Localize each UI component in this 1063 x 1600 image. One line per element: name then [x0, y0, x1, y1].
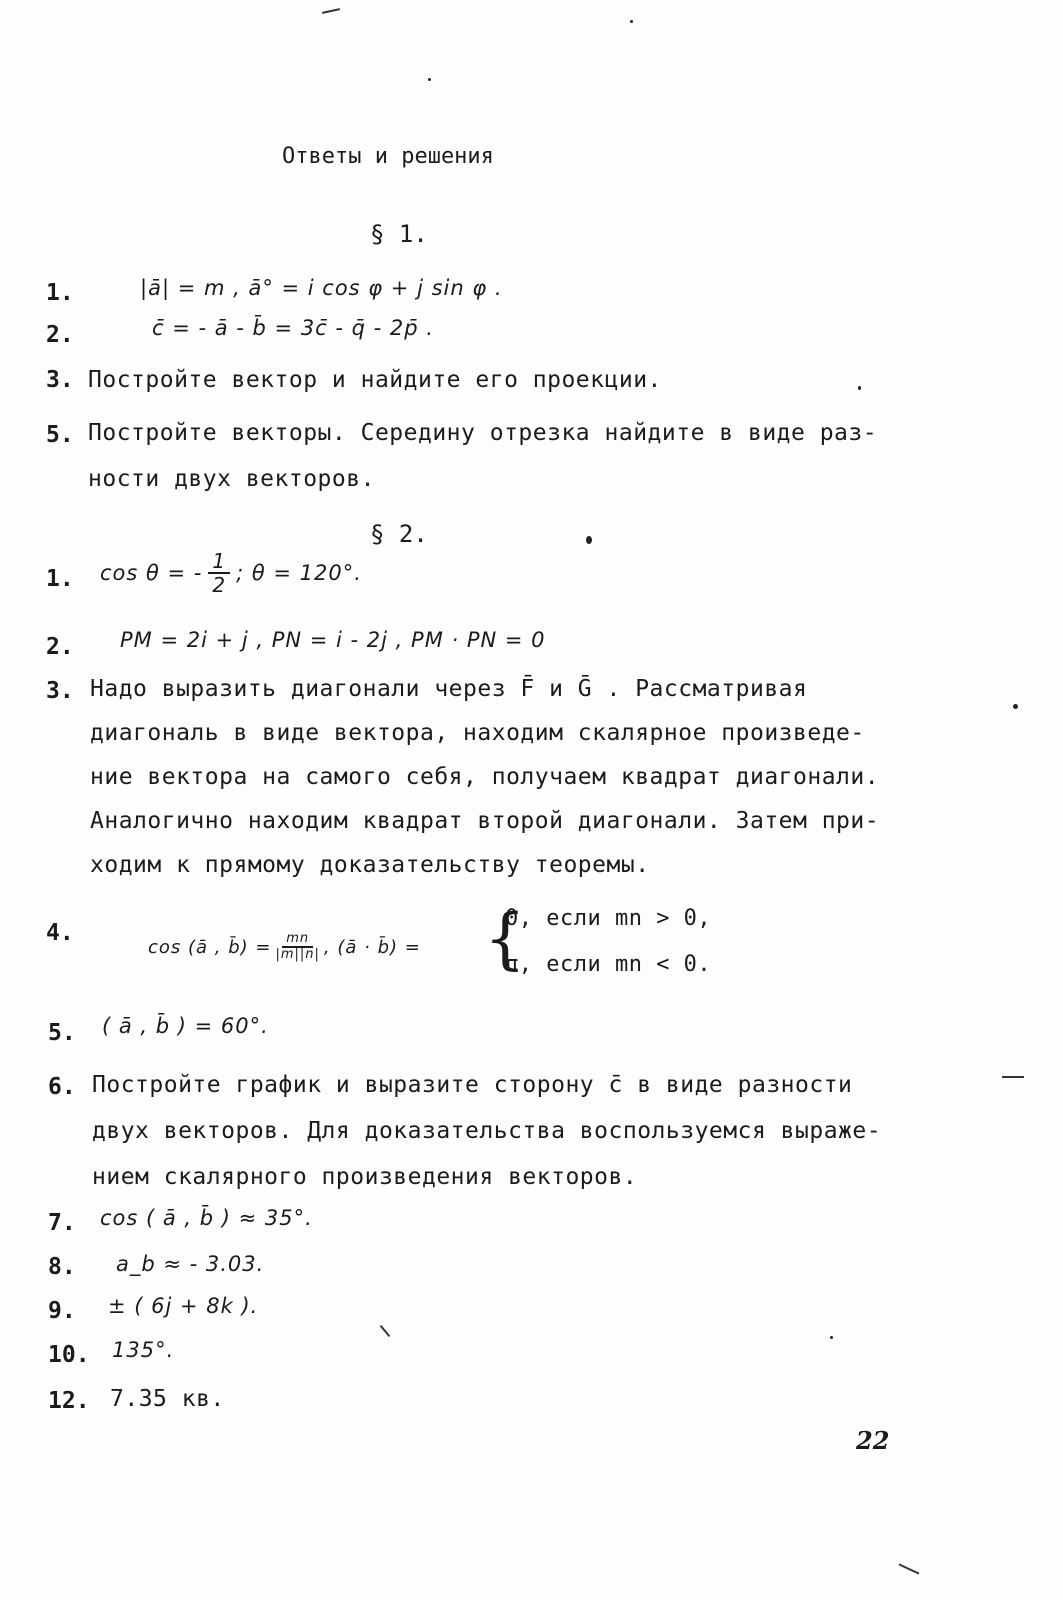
- page-title: Ответы и решения: [282, 144, 494, 169]
- section-2-heading: § 2.: [370, 520, 428, 548]
- scan-speck: [630, 20, 633, 23]
- s2-item-4-fraction: [275, 932, 319, 962]
- s1-item-2-number: 2.: [46, 322, 74, 348]
- scan-speck: [858, 386, 861, 390]
- s2-item-4-brace: {: [484, 900, 526, 977]
- s2-item-6-line1: Постройте график и выразите сторону c̄ в виде разности: [92, 1072, 853, 1098]
- s2-item-7-number: 7.: [48, 1210, 76, 1236]
- s2-item-1-lhs: cos θ = -: [100, 561, 203, 585]
- s2-item-3-line5: ходим к прямому доказательству теоремы.: [90, 852, 650, 878]
- s2-item-2-number: 2.: [46, 634, 74, 660]
- scan-mark: [380, 1325, 391, 1337]
- s1-item-1-number: 1.: [46, 280, 74, 306]
- s2-item-1-rhs: ; θ = 120°.: [236, 561, 362, 585]
- s2-item-9-formula: ± ( 6j + 8k ).: [108, 1294, 259, 1318]
- s2-item-8-number: 8.: [48, 1254, 76, 1280]
- s1-item-1-formula: |ā| = m , ā° = i cos φ + j sin φ .: [140, 276, 503, 300]
- scan-speck: [586, 536, 592, 544]
- s2-item-6-line3: нием скалярного произведения векторов.: [92, 1164, 638, 1190]
- section-1-heading: § 1.: [370, 220, 428, 248]
- scan-speck: [830, 1336, 833, 1339]
- s2-item-1-frac-num: 1: [208, 550, 230, 574]
- scan-mark: [1002, 1076, 1024, 1078]
- s2-item-4-frac-num: mn: [282, 932, 313, 948]
- s2-item-7-formula: cos ( ā , b̄ ) ≈ 35°.: [100, 1206, 313, 1230]
- s1-item-3-number: 3.: [46, 367, 74, 393]
- s2-item-5-number: 5.: [48, 1020, 76, 1046]
- s2-item-4-formula: [148, 932, 421, 962]
- s2-item-3-line4: Аналогично находим квадрат второй диагонали. Затем при-: [90, 808, 880, 834]
- s2-item-2-formula: PM = 2i + j , PN = i - 2j , PM · PN = 0: [120, 628, 546, 652]
- s1-item-2-formula: c̄ = - ā - b̄ = 3c̄ - q̄ - 2p̄ .: [152, 316, 434, 340]
- s2-item-4-frac-den: |m||n|: [275, 947, 320, 962]
- s1-item-5-line1: Постройте векторы. Середину отрезка найдите в виде раз-: [88, 420, 878, 446]
- s2-item-4-number: 4.: [46, 920, 74, 946]
- scan-mark: [899, 1563, 920, 1574]
- s2-item-5-formula: ( ā , b̄ ) = 60°.: [102, 1014, 269, 1038]
- scan-mark: [322, 8, 340, 14]
- s2-item-4-lhs: cos (ā , b̄) =: [148, 936, 272, 958]
- s2-item-6-line2: двух векторов. Для доказательства воспользуемся выраже-: [92, 1118, 882, 1144]
- s2-item-12-text: 7.35 кв.: [110, 1386, 225, 1412]
- s2-item-6-number: 6.: [48, 1074, 76, 1100]
- s2-item-1-frac-den: 2: [212, 573, 227, 597]
- s2-item-3-line3: ние вектора на самого себя, получаем квадрат диагонали.: [90, 764, 880, 790]
- s2-item-12-number: 12.: [48, 1388, 90, 1414]
- s2-item-10-number: 10.: [48, 1342, 90, 1368]
- s2-item-4-mid: , (ā · b̄) =: [323, 936, 421, 958]
- s2-item-4-case2: π, если mn < 0.: [505, 952, 712, 977]
- scan-speck: [428, 78, 431, 81]
- s2-item-1-fraction: [208, 550, 230, 596]
- s2-item-10-text: 135°.: [112, 1338, 175, 1362]
- scan-speck: [1013, 704, 1018, 709]
- s2-item-9-number: 9.: [48, 1298, 76, 1324]
- page-number: 22: [856, 1426, 890, 1455]
- s1-item-3-text: Постройте вектор и найдите его проекции.: [88, 367, 662, 393]
- s2-item-3-number: 3.: [46, 678, 74, 704]
- s2-item-3-line1: Надо выразить диагонали через F̄ и Ḡ . Рассматривая: [90, 676, 808, 702]
- s2-item-3-line2: диагональ в виде вектора, находим скалярное произведе-: [90, 720, 865, 746]
- s1-item-5-line2: ности двух векторов.: [88, 466, 375, 492]
- s1-item-5-number: 5.: [46, 422, 74, 448]
- s2-item-8-formula: a_b ≈ - 3.03.: [116, 1252, 265, 1276]
- s2-item-1-formula: [100, 550, 362, 596]
- s2-item-1-number: 1.: [46, 566, 74, 592]
- s2-item-4-case1: 0, если mn > 0,: [505, 906, 712, 931]
